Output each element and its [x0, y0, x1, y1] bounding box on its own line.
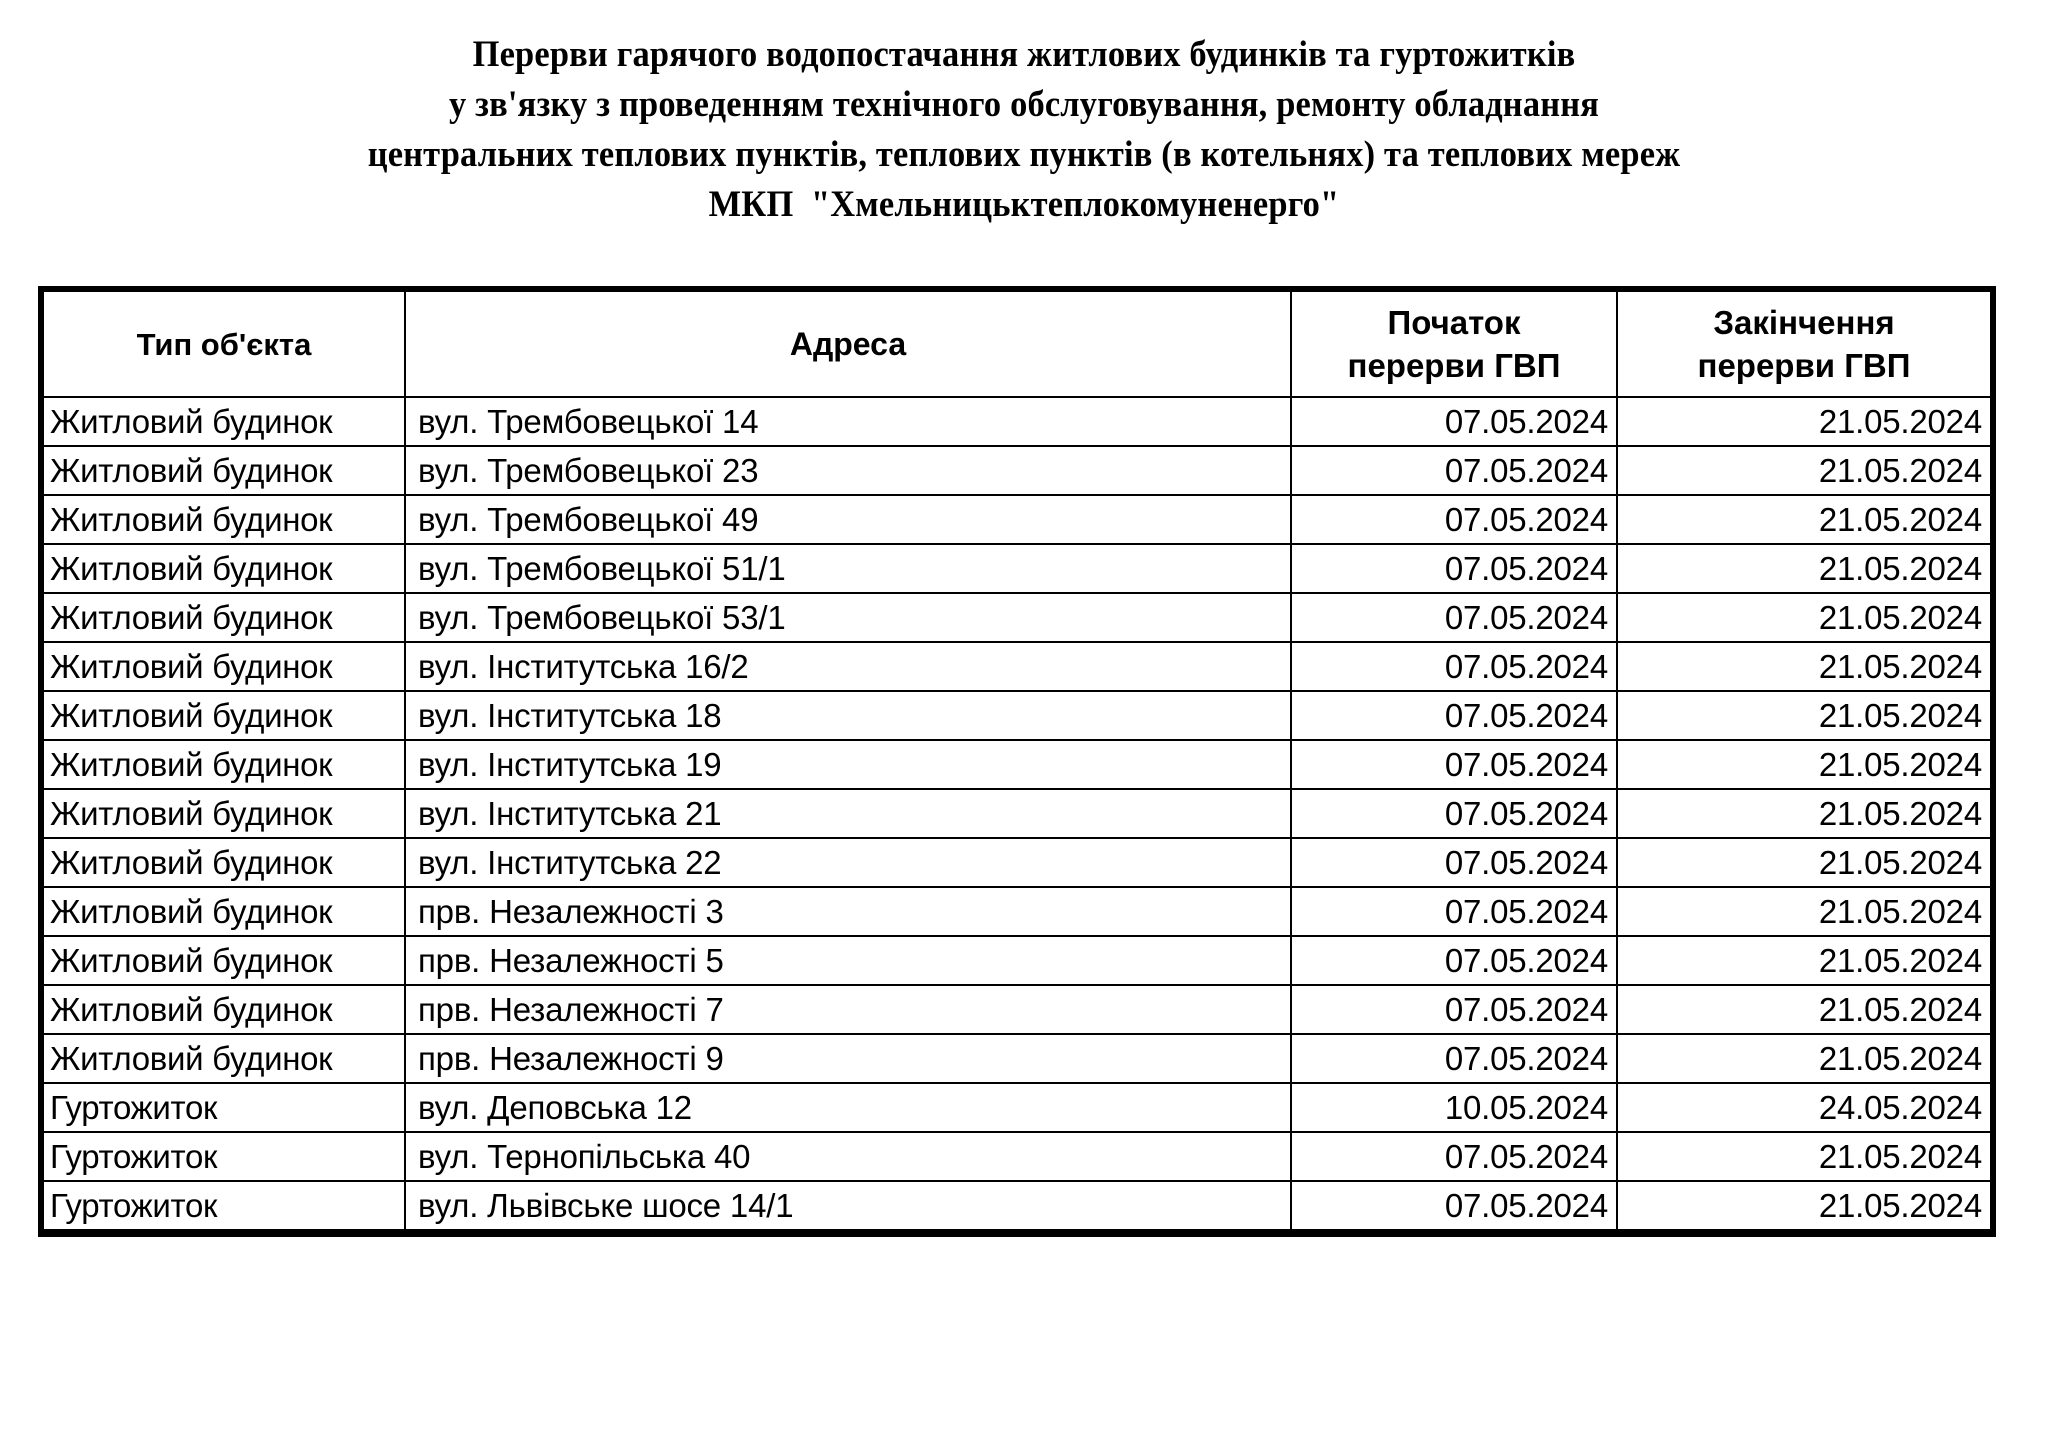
cell-object-type: Житловий будинок [43, 887, 405, 936]
cell-object-type: Житловий будинок [43, 691, 405, 740]
cell-start-date: 07.05.2024 [1291, 397, 1617, 446]
cell-start-date: 07.05.2024 [1291, 593, 1617, 642]
cell-object-type: Гуртожиток [43, 1083, 405, 1132]
cell-end-date: 21.05.2024 [1617, 691, 1991, 740]
table-row [43, 789, 1991, 838]
title-line-4: МКП "Хмельницьктеплокомуненерго" [708, 184, 1340, 225]
cell-object-type: Житловий будинок [43, 740, 405, 789]
cell-object-type: Житловий будинок [43, 397, 405, 446]
schedule-table [42, 290, 1992, 1233]
cell-address: вул. Трембовецької 23 [405, 446, 1291, 495]
cell-end-date: 21.05.2024 [1617, 789, 1991, 838]
column-header-address-line1: Адреса [789, 325, 907, 362]
cell-object-type: Гуртожиток [43, 1181, 405, 1231]
table-row [43, 838, 1991, 887]
table-row [43, 642, 1991, 691]
cell-address: вул. Інститутська 21 [405, 789, 1291, 838]
title-line-2: у зв'язку з проведенням технічного обслуговування, ремонту обладнання [448, 84, 1600, 125]
cell-object-type: Житловий будинок [43, 446, 405, 495]
cell-start-date: 07.05.2024 [1291, 495, 1617, 544]
table-row [43, 1181, 1991, 1231]
column-header-end-line2: перерви ГВП [1697, 347, 1911, 384]
table-header-row [43, 291, 1991, 397]
cell-end-date: 21.05.2024 [1617, 495, 1991, 544]
cell-end-date: 21.05.2024 [1617, 887, 1991, 936]
column-header-end-line1: Закінчення [1713, 304, 1895, 341]
cell-start-date: 07.05.2024 [1291, 1181, 1617, 1231]
column-header-end [1617, 291, 1991, 397]
cell-address: вул. Інститутська 16/2 [405, 642, 1291, 691]
table-row [43, 887, 1991, 936]
cell-start-date: 07.05.2024 [1291, 740, 1617, 789]
table-row [43, 446, 1991, 495]
cell-address: вул. Інститутська 19 [405, 740, 1291, 789]
cell-end-date: 21.05.2024 [1617, 642, 1991, 691]
table-row [43, 740, 1991, 789]
cell-object-type: Житловий будинок [43, 838, 405, 887]
cell-address: вул. Трембовецької 53/1 [405, 593, 1291, 642]
cell-end-date: 21.05.2024 [1617, 1034, 1991, 1083]
cell-object-type: Житловий будинок [43, 789, 405, 838]
cell-object-type: Житловий будинок [43, 593, 405, 642]
column-header-start-line1: Початок [1387, 304, 1521, 341]
table-row [43, 936, 1991, 985]
cell-start-date: 07.05.2024 [1291, 789, 1617, 838]
cell-object-type: Гуртожиток [43, 1132, 405, 1181]
table-row [43, 593, 1991, 642]
cell-object-type: Житловий будинок [43, 936, 405, 985]
cell-start-date: 07.05.2024 [1291, 887, 1617, 936]
cell-start-date: 07.05.2024 [1291, 544, 1617, 593]
cell-address: вул. Інститутська 22 [405, 838, 1291, 887]
cell-object-type: Житловий будинок [43, 1034, 405, 1083]
title-line-3: центральних теплових пунктів, теплових пунктів (в котельнях) та теплових мереж [367, 134, 1681, 175]
table-row [43, 1132, 1991, 1181]
schedule-table-wrapper [42, 290, 1990, 1233]
cell-end-date: 21.05.2024 [1617, 936, 1991, 985]
cell-start-date: 07.05.2024 [1291, 446, 1617, 495]
cell-address: прв. Незалежності 9 [405, 1034, 1291, 1083]
cell-end-date: 21.05.2024 [1617, 985, 1991, 1034]
cell-object-type: Житловий будинок [43, 495, 405, 544]
cell-end-date: 24.05.2024 [1617, 1083, 1991, 1132]
cell-address: вул. Трембовецької 51/1 [405, 544, 1291, 593]
table-row [43, 495, 1991, 544]
cell-start-date: 07.05.2024 [1291, 985, 1617, 1034]
column-header-address [405, 291, 1291, 397]
cell-object-type: Житловий будинок [43, 985, 405, 1034]
cell-start-date: 07.05.2024 [1291, 1034, 1617, 1083]
table-body [43, 397, 1991, 1231]
table-row [43, 1034, 1991, 1083]
cell-address: вул. Інститутська 18 [405, 691, 1291, 740]
cell-start-date: 07.05.2024 [1291, 642, 1617, 691]
cell-address: прв. Незалежності 5 [405, 936, 1291, 985]
cell-address: прв. Незалежності 3 [405, 887, 1291, 936]
cell-end-date: 21.05.2024 [1617, 397, 1991, 446]
document-title [0, 30, 2048, 230]
table-row [43, 985, 1991, 1034]
cell-address: вул. Деповська 12 [405, 1083, 1291, 1132]
cell-end-date: 21.05.2024 [1617, 1132, 1991, 1181]
cell-address: вул. Трембовецької 14 [405, 397, 1291, 446]
table-row [43, 1083, 1991, 1132]
cell-start-date: 10.05.2024 [1291, 1083, 1617, 1132]
cell-end-date: 21.05.2024 [1617, 544, 1991, 593]
cell-end-date: 21.05.2024 [1617, 446, 1991, 495]
title-line-1: Перерви гарячого водопостачання житлових будинків та гуртожитків [472, 34, 1576, 75]
cell-address: вул. Тернопільська 40 [405, 1132, 1291, 1181]
cell-object-type: Житловий будинок [43, 642, 405, 691]
cell-start-date: 07.05.2024 [1291, 838, 1617, 887]
cell-object-type: Житловий будинок [43, 544, 405, 593]
cell-address: вул. Львівське шосе 14/1 [405, 1181, 1291, 1231]
column-header-object-type-line1: Тип об'єкта [136, 326, 312, 362]
cell-end-date: 21.05.2024 [1617, 740, 1991, 789]
table-row [43, 691, 1991, 740]
column-header-object-type [43, 291, 405, 397]
cell-end-date: 21.05.2024 [1617, 838, 1991, 887]
table-row [43, 544, 1991, 593]
cell-start-date: 07.05.2024 [1291, 1132, 1617, 1181]
table-header [43, 291, 1991, 397]
cell-address: вул. Трембовецької 49 [405, 495, 1291, 544]
cell-start-date: 07.05.2024 [1291, 936, 1617, 985]
cell-end-date: 21.05.2024 [1617, 593, 1991, 642]
table-row [43, 397, 1991, 446]
column-header-start-line2: перерви ГВП [1347, 347, 1561, 384]
column-header-start [1291, 291, 1617, 397]
cell-start-date: 07.05.2024 [1291, 691, 1617, 740]
cell-address: прв. Незалежності 7 [405, 985, 1291, 1034]
cell-end-date: 21.05.2024 [1617, 1181, 1991, 1231]
